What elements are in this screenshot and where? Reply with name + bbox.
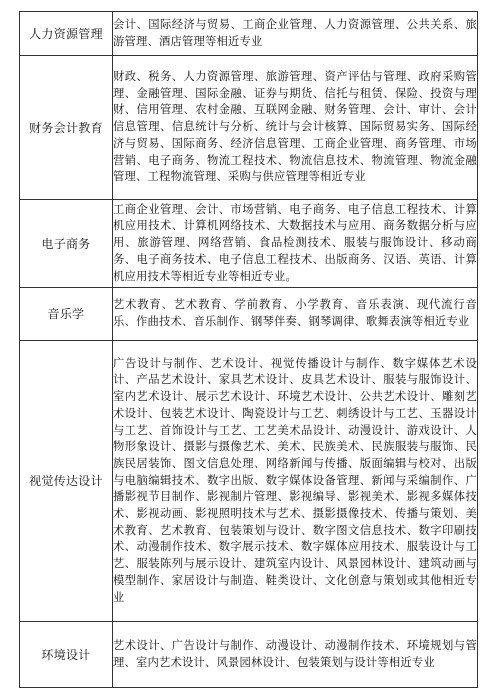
table-row	[20, 622, 478, 688]
category-cell: 人力资源管理	[20, 12, 113, 56]
majors-cell: 财政、税务、人力资源管理、旅游管理、资产评估与管理、政府采购管理、金融管理、国际金融、证券与期货、信托与租赁、保险、投资与理财、信用管理、农村金融、互联网金融、财务管理、会计、审计、会计信息管理、信息统计与分析、统计与会计核算、国际贸易实务、国际经济与贸易、国际商务、经济信息管理、工商企业管理、商务管理、市场营销、电子商务、物流工程技术、物流信息技术、物流管理、物流金融管理、工程物流管理、采购与供应管理等相近专业	[113, 56, 478, 200]
category-cell: 财务会计教育	[20, 56, 113, 200]
majors-cell: 艺术教育、艺术教育、学前教育、小学教育、音乐表演、现代流行音乐、作曲技术、音乐制作、钢琴伴奏、钢琴调律、歌舞表演等相近专业	[113, 288, 478, 341]
category-cell: 视觉传达设计	[20, 341, 113, 622]
category-cell: 电子商务	[20, 200, 113, 288]
category-cell: 音乐学	[20, 288, 113, 341]
majors-cell: 会计、国际经济与贸易、工商企业管理、人力资源管理、公共关系、旅游管理、酒店管理等相近专业	[113, 12, 478, 56]
table-row	[20, 200, 478, 288]
majors-cell: 艺术设计、广告设计与制作、动漫设计、动漫制作技术、环境规划与管理、室内艺术设计、风景园林设计、包装策划与设计等相近专业	[113, 622, 478, 688]
table-row	[20, 56, 478, 200]
category-cell: 环境设计	[20, 622, 113, 688]
table-row	[20, 288, 478, 341]
majors-cell: 工商企业管理、会计、市场营销、电子商务、电子信息工程技术、计算机应用技术、计算机网络技术、大数据技术与应用、商务数据分析与应用、旅游管理、网络营销、食品检测技术、服装与服饰设计、移动商务、电子商务技术、电子信息工程技术、出版商务、汉语、英语、计算机应用技术等相近专业等相近专业。	[113, 200, 478, 288]
majors-cell: 广告设计与制作、艺术设计、视觉传播设计与制作、数字媒体艺术设计、产品艺术设计、家具艺术设计、皮具艺术设计、服装与服饰设计、室内艺术设计、展示艺术设计、环境艺术设计、公共艺术设计、雕刻艺术设计、包装艺术设计、陶瓷设计与工艺、刺绣设计与工艺、玉器设计与工艺、首饰设计与工艺、工艺美术品设计、动漫设计、游戏设计、人物形象设计、摄影与摄像艺术、美术、民族美术、民族服装与服饰、民族民居装饰、图文信息处理、网络新闻与传播、版面编辑与校对、出版与电脑编辑技术、数字出版、数字媒体设备管理、新闻与采编制作、广播影视节目制作、影视制片管理、影视编导、影视美术、影视多媒体技术、影视动画、影视照明技术与艺术、摄影摄像技术、传播与策划、美术教育、艺术教育、包装策划与设计、数字图文信息技术、数字印刷技术、动漫制作技术、数字展示技术、数字媒体应用技术、服装设计与工艺、服装陈列与展示设计、建筑室内设计、风景园林设计、建筑动画与模型制作、家居设计与制造、鞋类设计、文化创意与策划或其他相近专业	[113, 341, 478, 622]
majors-table	[19, 11, 478, 688]
table-row	[20, 12, 478, 56]
table-row	[20, 341, 478, 622]
